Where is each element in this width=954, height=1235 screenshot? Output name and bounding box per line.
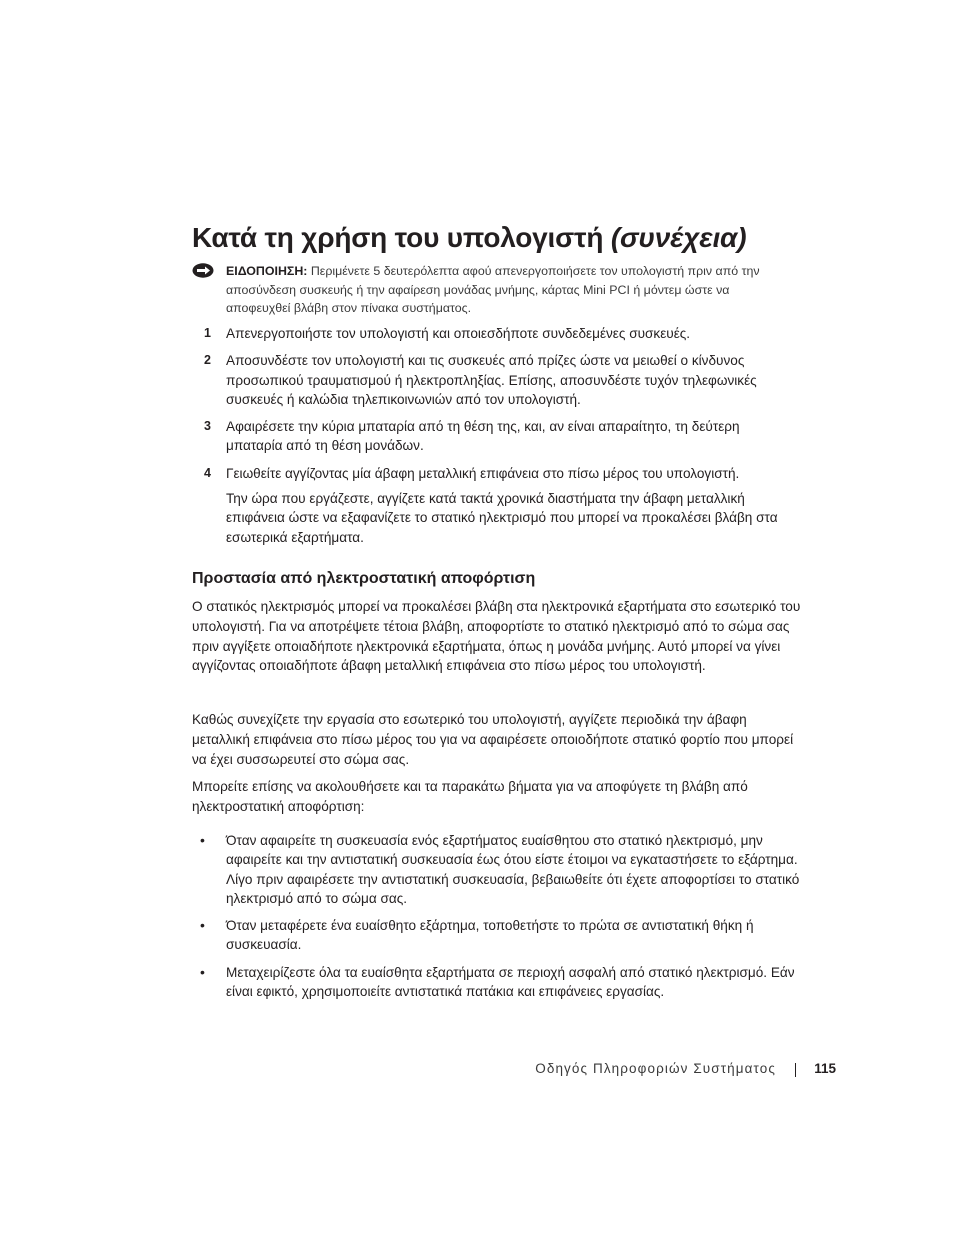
notice-icon	[192, 263, 214, 278]
bullet-glyph: •	[200, 963, 205, 980]
step-text: Αποσυνδέστε τον υπολογιστή και τις συσκευές από πρίζες ώστε να μειωθεί ο κίνδυνος προσωπικού τραυματισμού ή ηλεκτροπληξίας. Επίσης, αποσυνδέστε τυχόν τηλεφωνικές συσκευές ή καλώδια τηλεπικοινωνιών από τον υπολογιστή.	[226, 353, 757, 407]
step-item	[192, 464, 792, 547]
page-title	[192, 222, 746, 254]
bullet-text: Μεταχειρίζεστε όλα τα ευαίσθητα εξαρτήματα σε περιοχή ασφαλή από στατικό ηλεκτρισμό. Εάν είναι εφικτό, χρησιμοποιείτε αντιστατικά πατάκια και επιφάνειες εργασίας.	[226, 964, 795, 1000]
step-text: Γειωθείτε αγγίζοντας μία άβαφη μεταλλική επιφάνεια στο πίσω μέρος του υπολογιστή.	[226, 465, 740, 481]
step-text: Αφαιρέσετε την κύρια μπαταρία από τη θέση της, και, αν είναι απαραίτητο, τη δεύτερη μπαταρία από τη θέση μονάδων.	[226, 419, 740, 454]
notice-text	[226, 262, 792, 318]
step-number: 1	[204, 326, 211, 340]
body-paragraph: Καθώς συνεχίζετε την εργασία στο εσωτερικό του υπολογιστή, αγγίζετε περιοδικά την άβαφη μεταλλική επιφάνεια στο πίσω μέρος του για να αφαιρέσετε οποιοδήποτε στατικό φορτίο που μπορεί να έχει συσσωρευτεί στο σώμα σας.	[192, 712, 794, 767]
footer-separator	[795, 1063, 796, 1077]
step-item	[192, 351, 792, 409]
section-heading: Προστασία από ηλεκτροστατική αποφόρτιση	[192, 570, 536, 587]
bullet-glyph: •	[200, 832, 205, 848]
step-number: 4	[204, 465, 211, 480]
footer-guide-title: Οδηγός Πληροφοριών Συστήματος	[535, 1061, 776, 1076]
bullet-item	[192, 916, 804, 955]
notice-body: Περιμένετε 5 δευτερόλεπτα αφού απενεργοποιήσετε τον υπολογιστή πριν από την αποσύνδεση συσκευής ή την αφαίρεση μονάδας μνήμης, κάρτας Mini PCI ή μόντεμ ώστε να αποφευχθεί βλάβη στον πίνακα συστήματος.	[226, 264, 760, 315]
bullet-glyph: •	[200, 917, 205, 934]
bullet-item	[192, 963, 804, 1002]
page-title-continued: (συνέχεια)	[610, 222, 747, 253]
bullet-text: Όταν μεταφέρετε ένα ευαίσθητο εξάρτημα, τοποθετήστε το πρώτα σε αντιστατική θήκη ή συσκευασία.	[226, 918, 754, 953]
notice-block	[192, 262, 792, 318]
step-number: 2	[204, 353, 211, 368]
bullet-text: Όταν αφαιρείτε τη συσκευασία ενός εξαρτήματος ευαίσθητου στο στατικό ηλεκτρισμό, μην αφαιρείτε και την αντιστατική συσκευασία έως ότου είστε έτοιμοι να εγκαταστήσετε το εξάρτημα. Λίγο πριν αφαιρέσετε την αντιστατική συσκευασία, βεβαιωθείτε ότι έχετε αποφορτίσει το στατικό ηλεκτρισμό από το σώμα σας.	[226, 833, 800, 906]
bullet-list	[192, 831, 804, 1009]
body-paragraph: Μπορείτε επίσης να ακολουθήσετε και τα παρακάτω βήματα για να αποφύγετε τη βλάβη από ηλεκτροστατική αποφόρτιση:	[192, 779, 748, 814]
body-paragraph: Ο στατικός ηλεκτρισμός μπορεί να προκαλέσει βλάβη στα ηλεκτρονικά εξαρτήματα στο εσωτερικό του υπολογιστή. Για να αποτρέψετε τέτοια βλάβη, αποφορτίστε το στατικό ηλεκτρισμό από το σώμα σας πριν αγγίξετε οποιαδήποτε ηλεκτρονικά εξαρτήματα, όπως η μονάδα μνήμης. Αυτό μπορεί να γίνει αγγίζοντας οποιαδήποτε άβαφη μεταλλική επιφάνεια στο πίσω μέρος του υπολογιστή.	[192, 599, 801, 674]
page-title-main: Κατά τη χρήση του υπολογιστή	[192, 222, 604, 253]
bullet-item	[192, 831, 804, 908]
page-footer	[535, 1061, 836, 1081]
step-item	[192, 324, 792, 343]
step-note: Την ώρα που εργάζεστε, αγγίζετε κατά τακτά χρονικά διαστήματα την άβαφη μεταλλική επιφάνεια ώστε να εξαφανίζετε το στατικό ηλεκτρισμό που μπορεί να προκαλέσει βλάβη στα εσωτερικά εξαρτήματα.	[226, 491, 778, 545]
steps-list	[192, 324, 792, 555]
notice-label: ΕΙΔΟΠΟΙΗΣΗ:	[226, 264, 308, 278]
page-number: 115	[814, 1061, 836, 1076]
step-item	[192, 417, 792, 456]
step-text: Απενεργοποιήστε τον υπολογιστή και οποιεσδήποτε συνδεδεμένες συσκευές.	[226, 326, 691, 341]
step-number: 3	[204, 419, 211, 434]
